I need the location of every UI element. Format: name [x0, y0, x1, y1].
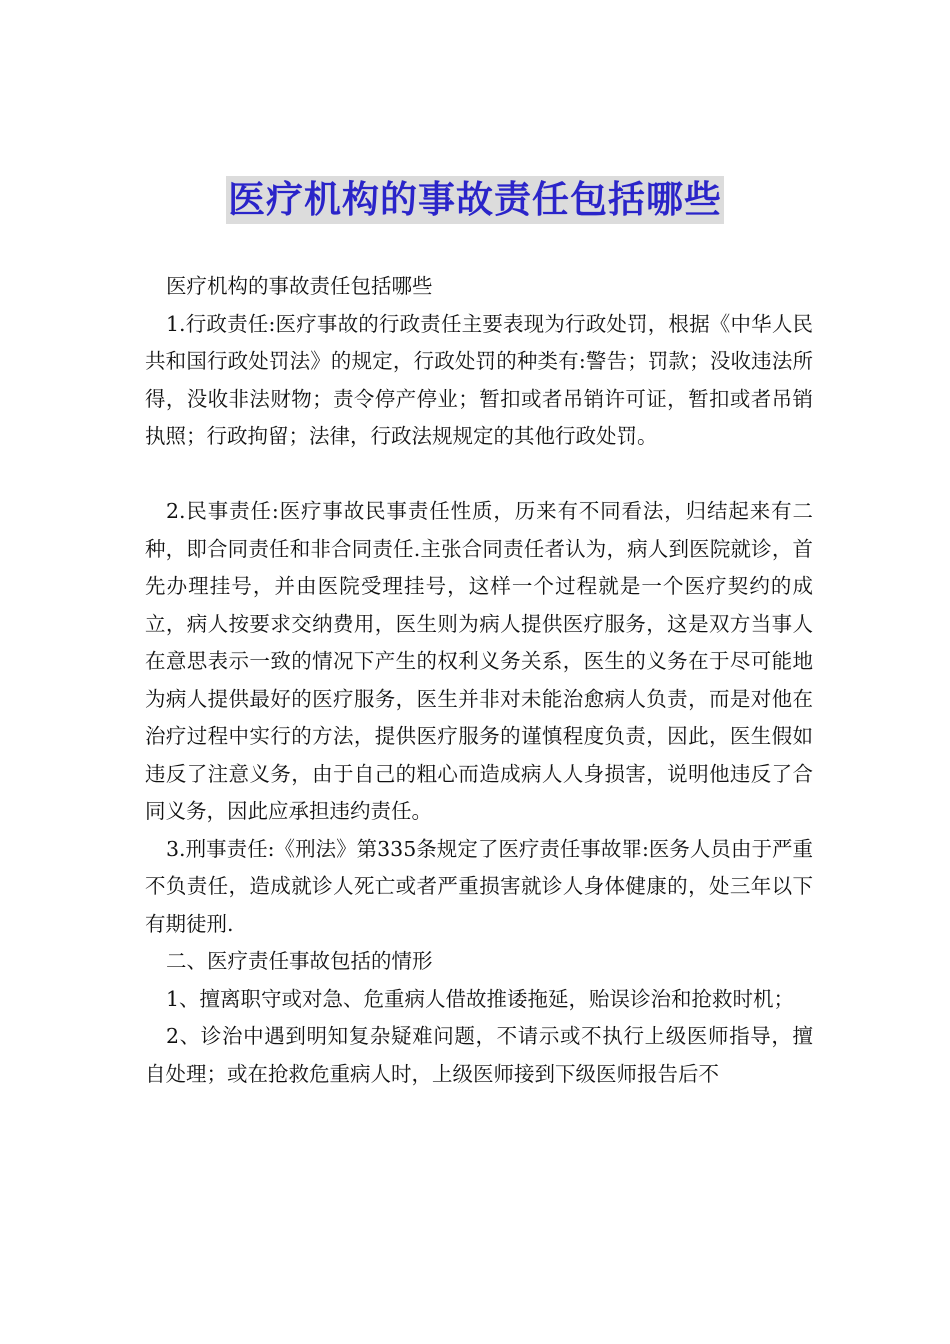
list-item-situation-1: 1、擅离职守或对急、危重病人借故推诿拖延，贻误诊治和抢救时机； [166, 986, 795, 1011]
paragraph-civil-liability: 2.民事责任:医疗事故民事责任性质，历来有不同看法，归结起来有二种，即合同责任和非合同责任.主张合同责任者认为，病人到医院就诊，首先办理挂号，并由医院受理挂号，这样一个过程就是一个医疗契约的成立，病人按要求交纳费用，医生则为病人提供医疗服务，这是双方当事人在意思表示一致的情况下产生的权利义务关系，医生的义务在于尽可能地为病人提供最好的医疗服务，医生并非对未能治愈病人负责，而是对他在治疗过程中实行的方法，提供医疗服务的谨慎程度负责，因此，医生假如违反了注意义务，由于自己的粗心而造成病人人身损害，说明他违反了合同义务，因此应承担违约责任。 [145, 499, 813, 823]
paragraph-administrative-liability: 1.行政责任:医疗事故的行政责任主要表现为行政处罚，根据《中华人民共和国行政处罚法》的规定，行政处罚的种类有:警告；罚款；没收违法所得，没收非法财物；责令停产停业；暂扣或者吊销许可证，暂扣或者吊销执照；行政拘留；法律，行政法规规定的其他行政处罚。 [145, 311, 813, 448]
page-title: 医疗机构的事故责任包括哪些 [226, 176, 724, 224]
paragraph-intro: 医疗机构的事故责任包括哪些 [166, 274, 433, 298]
list-item-situation-2: 2、诊治中遇到明知复杂疑难问题，不请示或不执行上级医师指导，擅自处理；或在抢救危重病人时，上级医师接到下级医师报告后不 [145, 1024, 813, 1086]
paragraph-criminal-liability: 3.刑事责任:《刑法》第335条规定了医疗责任事故罪:医务人员由于严重不负责任，造成就诊人死亡或者严重损害就诊人身体健康的，处三年以下有期徒刑. [145, 836, 813, 936]
title-container [0, 176, 950, 224]
paragraph-spacer [145, 456, 813, 494]
section-heading-situations: 二、医疗责任事故包括的情形 [166, 949, 433, 973]
document-body [145, 268, 813, 1093]
